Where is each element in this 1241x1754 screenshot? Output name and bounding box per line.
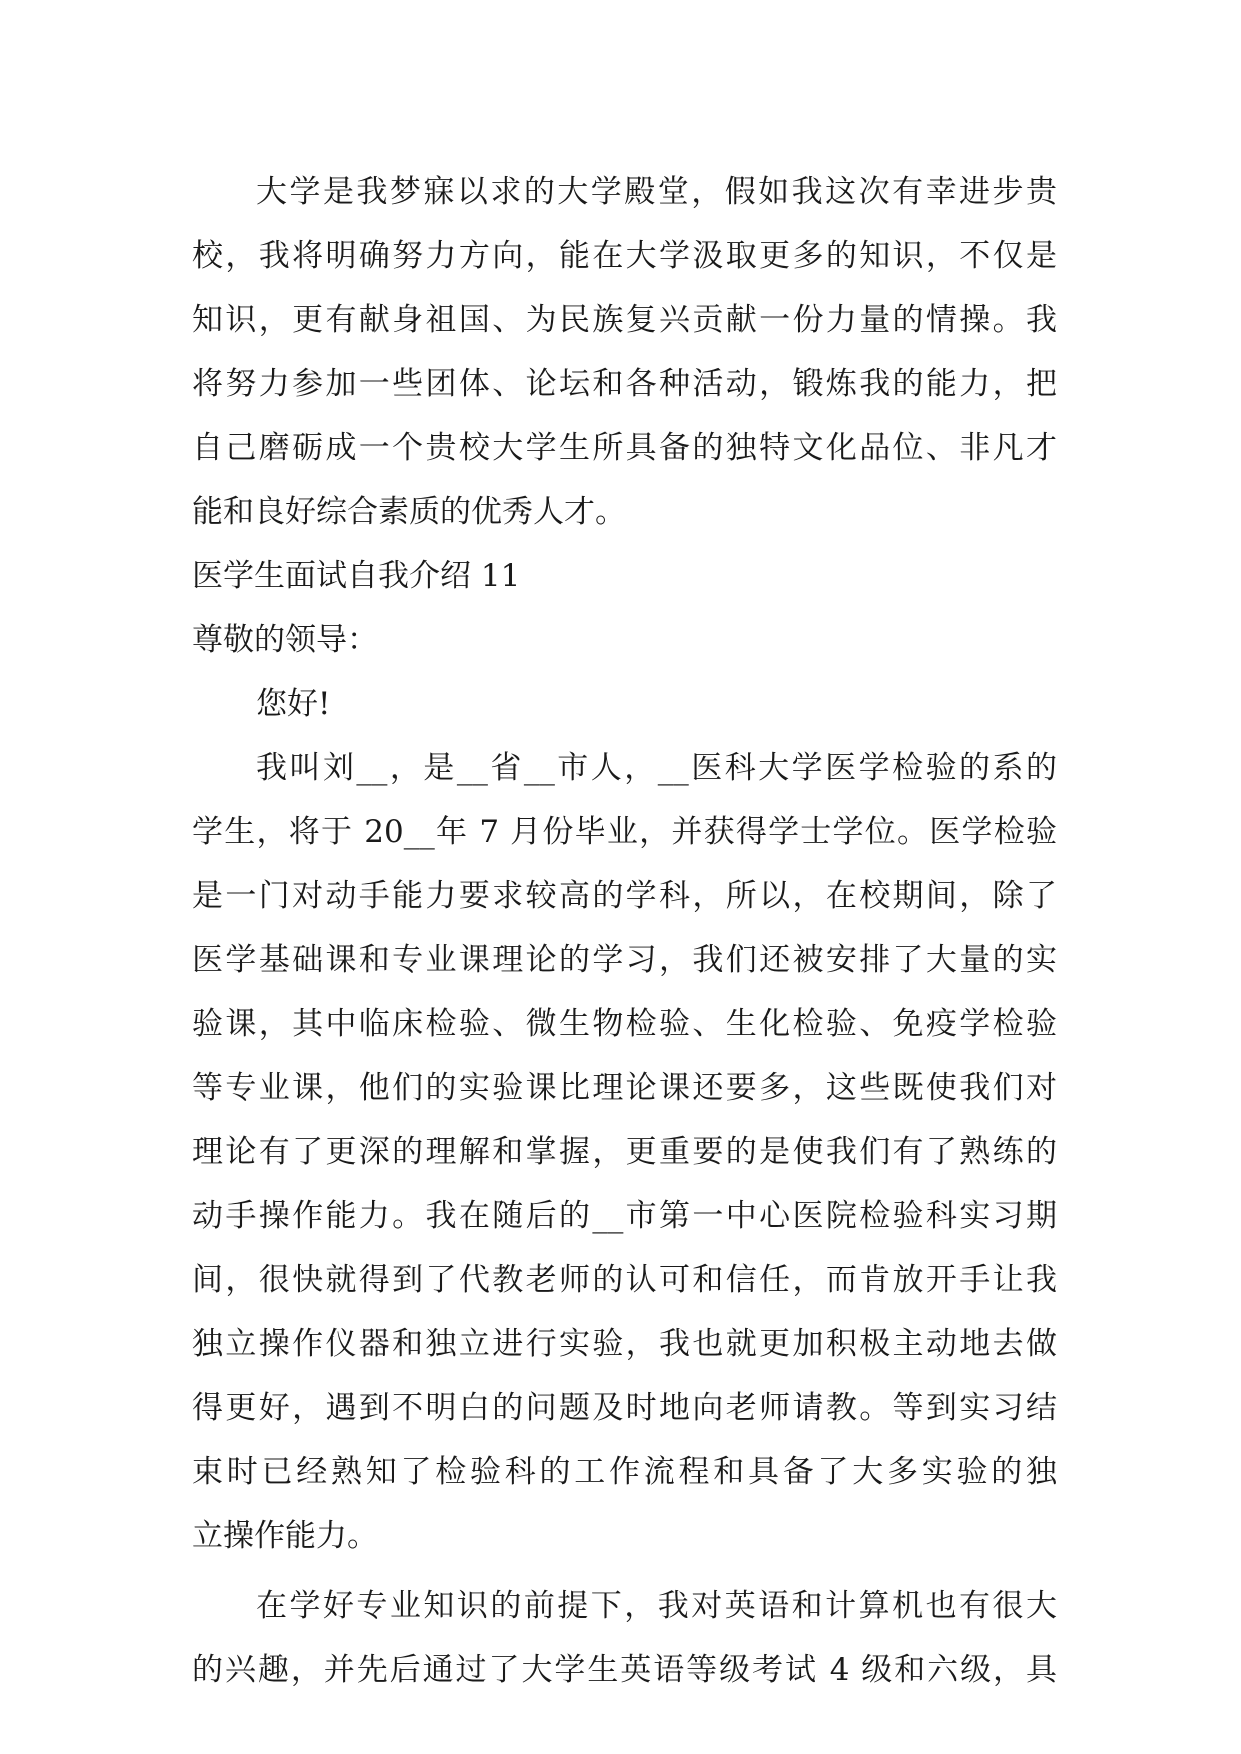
- text-line: 理论有了更深的理解和掌握，更重要的是使我们有了熟练的: [192, 1134, 1057, 1170]
- text-line: 能和良好综合素质的优秀人才。: [192, 494, 626, 530]
- section-heading: 医学生面试自我介绍 11: [192, 558, 521, 594]
- text-line: 是一门对动手能力要求较高的学科，所以，在校期间，除了: [192, 878, 1057, 914]
- text-line: 立操作能力。: [192, 1518, 378, 1554]
- text-line: 大学是我梦寐以求的大学殿堂，假如我这次有幸进步贵: [256, 174, 1057, 210]
- text-line: 验课，其中临床检验、微生物检验、生化检验、免疫学检验: [192, 1006, 1057, 1042]
- text-line: 将努力参加一些团体、论坛和各种活动，锻炼我的能力，把: [192, 366, 1057, 402]
- text-line: 学生，将于 20__年 7 月份毕业，并获得学士学位。医学检验: [192, 814, 1057, 850]
- text-line: 等专业课，他们的实验课比理论课还要多，这些既使我们对: [192, 1070, 1057, 1106]
- text-line: 在学好专业知识的前提下，我对英语和计算机也有很大: [256, 1588, 1057, 1624]
- text-line: 医学基础课和专业课理论的学习，我们还被安排了大量的实: [192, 942, 1057, 978]
- greeting: 您好!: [256, 686, 331, 722]
- text-line: 束时已经熟知了检验科的工作流程和具备了大多实验的独: [192, 1454, 1057, 1490]
- text-line: 的兴趣，并先后通过了大学生英语等级考试 4 级和六级，具: [192, 1652, 1057, 1688]
- text-line: 知识，更有献身祖国、为民族复兴贡献一份力量的情操。我: [192, 302, 1057, 338]
- salutation: 尊敬的领导：: [192, 622, 378, 658]
- text-line: 得更好，遇到不明白的问题及时地向老师请教。等到实习结: [192, 1390, 1057, 1426]
- paragraph-skills: [192, 1574, 1057, 1702]
- paragraph-aspiration: [192, 160, 1057, 544]
- text-line: 动手操作能力。我在随后的__市第一中心医院检验科实习期: [192, 1198, 1057, 1234]
- text-line: 独立操作仪器和独立进行实验，我也就更加积极主动地去做: [192, 1326, 1057, 1362]
- text-line: 自己磨砺成一个贵校大学生所具备的独特文化品位、非凡才: [192, 430, 1057, 466]
- document-body: [192, 160, 1057, 1702]
- text-line: 间，很快就得到了代教老师的认可和信任，而肯放开手让我: [192, 1262, 1057, 1298]
- text-line: 我叫刘__，是__省__市人，__医科大学医学检验的系的: [256, 750, 1057, 786]
- paragraph-self-introduction: [192, 736, 1057, 1568]
- text-line: 校，我将明确努力方向，能在大学汲取更多的知识，不仅是: [192, 238, 1057, 274]
